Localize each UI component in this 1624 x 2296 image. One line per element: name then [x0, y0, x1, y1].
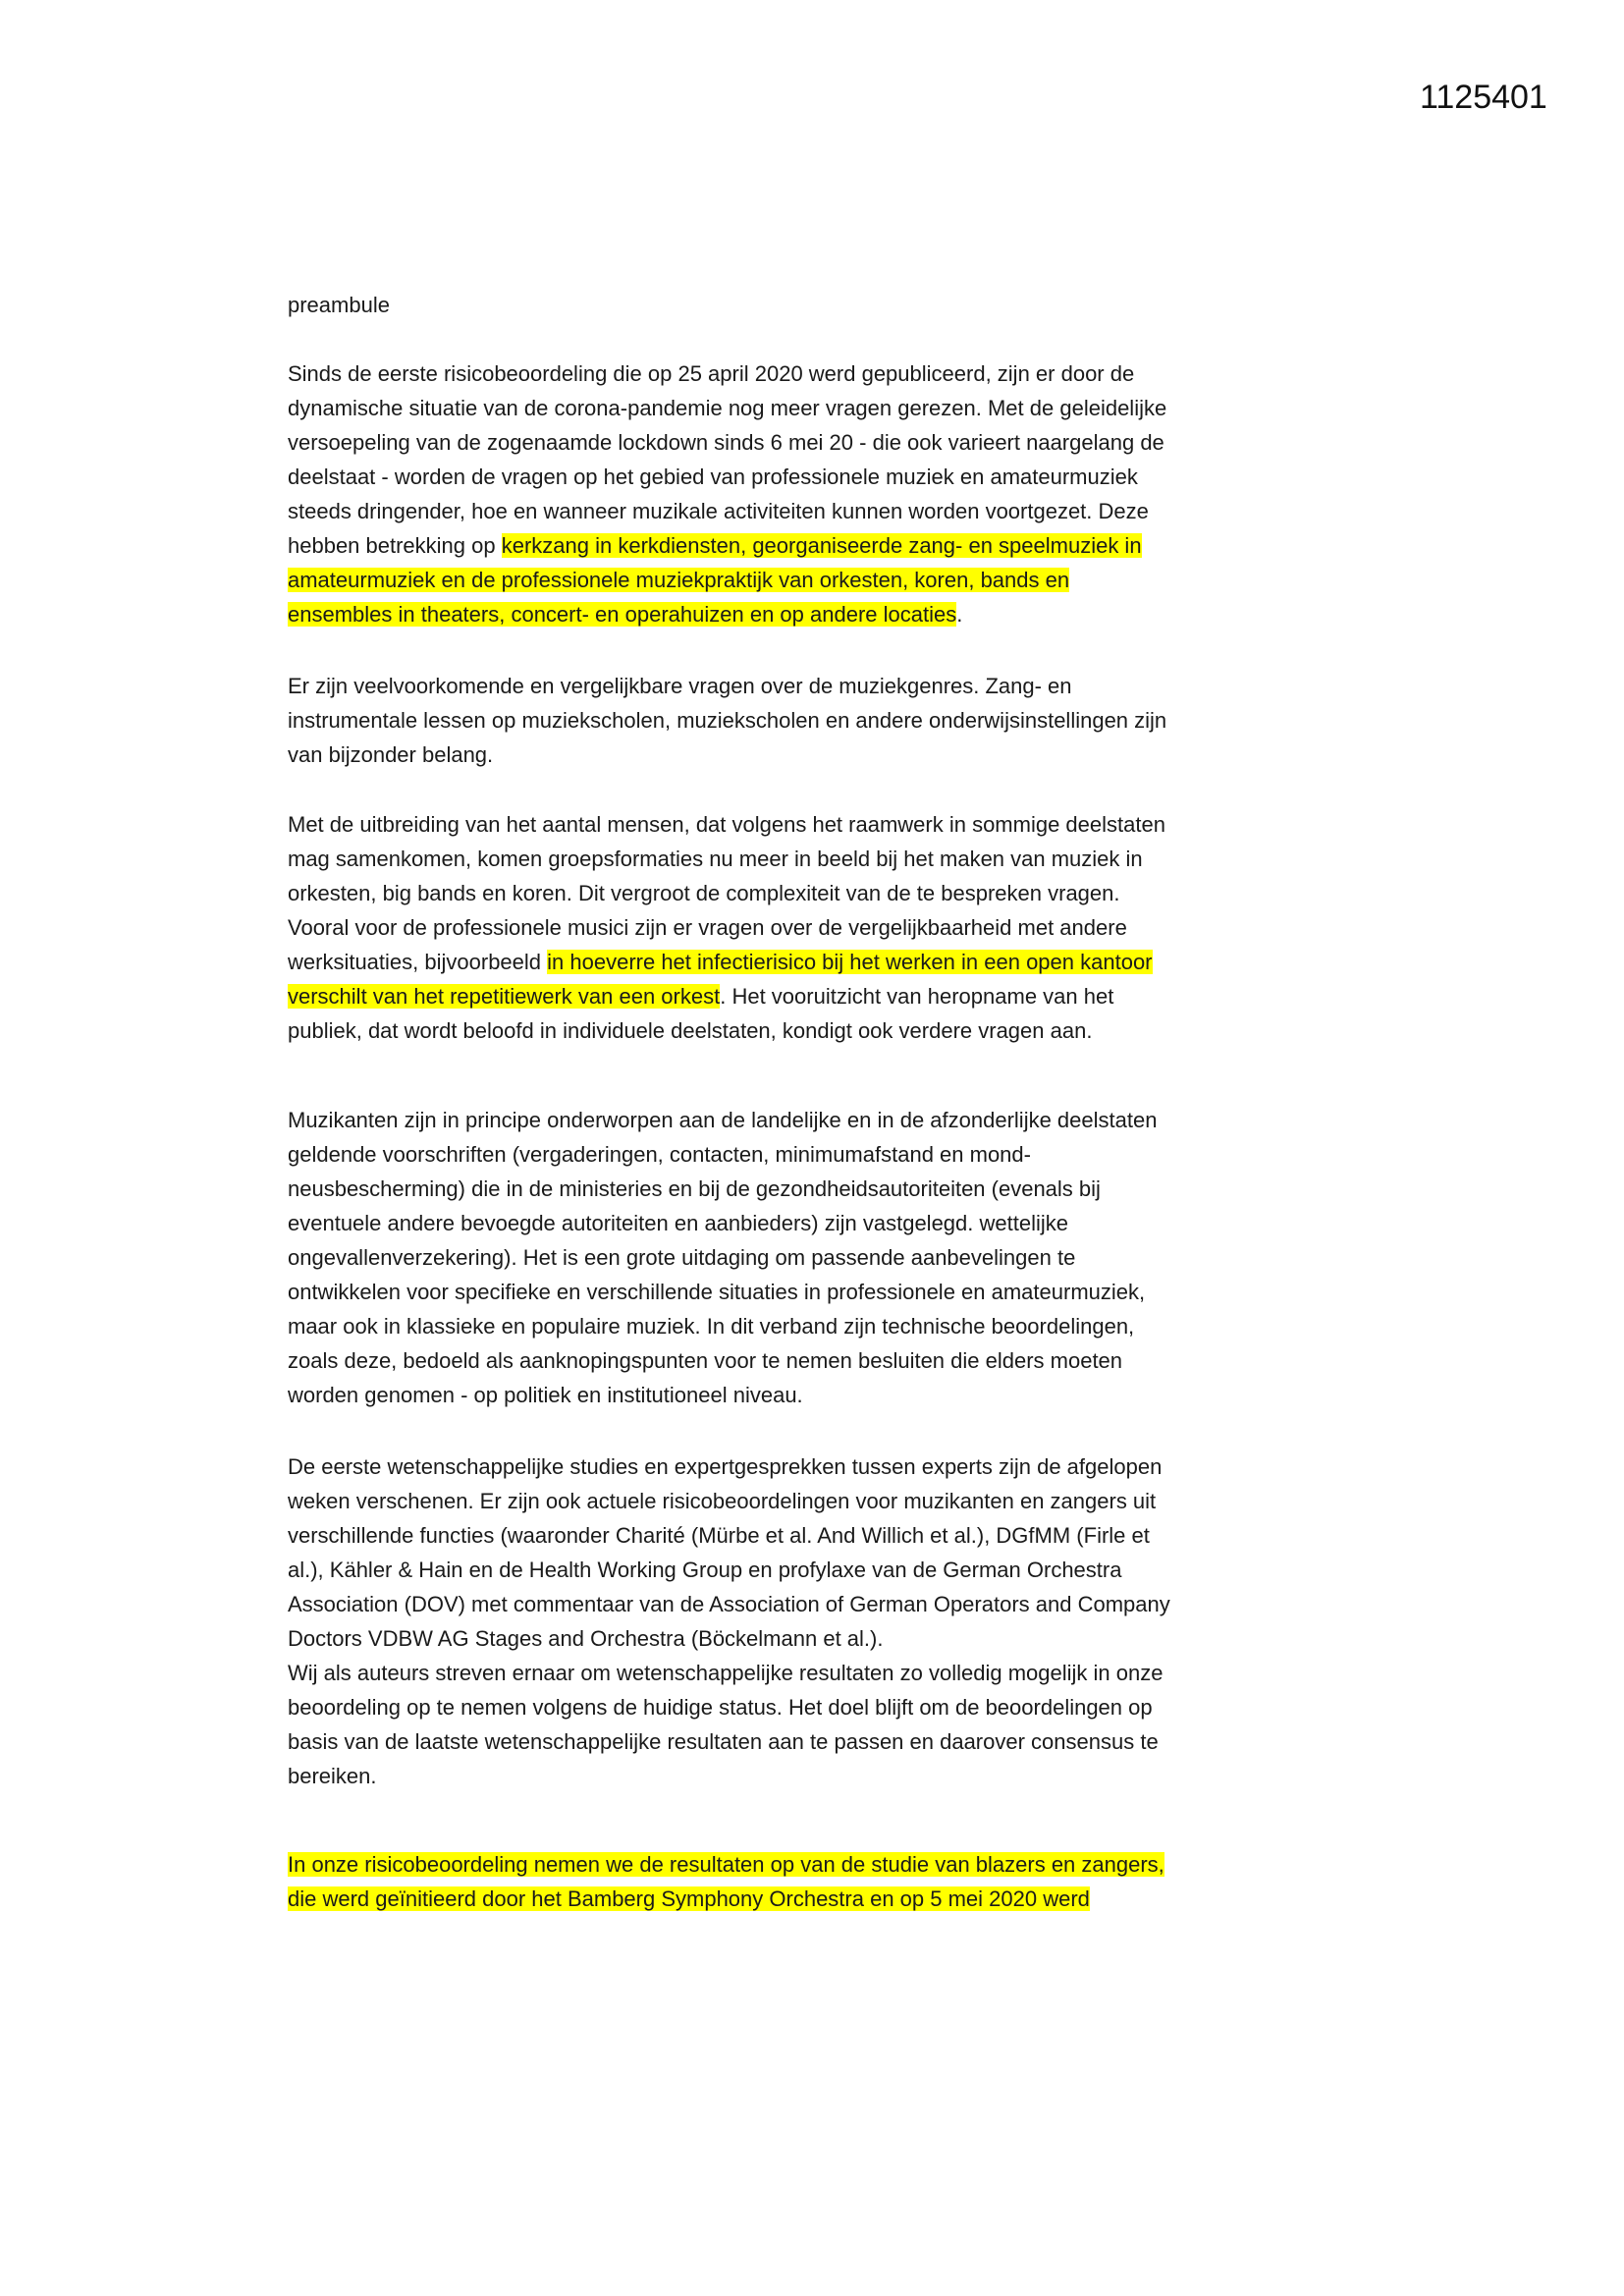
text-segment: orkesten, big bands en koren. Dit vergroot de complexiteit van de te bespreken vragen. [288, 881, 1120, 905]
text-line [288, 1343, 1157, 1378]
text-line [288, 460, 1166, 494]
text-line [288, 1847, 1164, 1882]
highlighted-text: in hoeverre het infectierisico bij het werken in een open kantoor [547, 950, 1153, 974]
text-segment: beoordeling op te nemen volgens de huidige status. Het doel blijft om de beoordelingen op [288, 1695, 1153, 1720]
text-line [288, 1103, 1157, 1137]
text-line [288, 876, 1165, 910]
text-line [288, 1518, 1170, 1553]
text-segment: worden genomen - op politiek en institutioneel niveau. [288, 1383, 803, 1407]
text-segment: geldende voorschriften (vergaderingen, contacten, minimumafstand en mond- [288, 1142, 1031, 1167]
text-segment: steeds dringender, hoe en wanneer muzikale activiteiten kunnen worden voortgezet. Deze [288, 499, 1149, 523]
text-line [288, 391, 1166, 425]
text-line [288, 1724, 1170, 1759]
text-line [288, 1587, 1170, 1621]
text-segment: De eerste wetenschappelijke studies en expertgesprekken tussen experts zijn de afgelopen [288, 1454, 1163, 1479]
text-line [288, 1656, 1170, 1690]
text-segment: hebben betrekking op [288, 533, 502, 558]
text-segment: bereiken. [288, 1764, 377, 1788]
text-segment: zoals deze, bedoeld als aanknopingspunten voor te nemen besluiten die elders moeten [288, 1348, 1123, 1373]
text-segment: Association (DOV) met commentaar van de Association of German Operators and Company [288, 1592, 1170, 1616]
text-line [288, 563, 1166, 597]
text-line [288, 738, 1166, 772]
text-line [288, 1309, 1157, 1343]
text-segment: basis van de laatste wetenschappelijke resultaten aan te passen en daarover consensus te [288, 1729, 1159, 1754]
text-segment: . [956, 602, 963, 627]
text-line [288, 1240, 1157, 1275]
document-number: 1125401 [1420, 79, 1547, 116]
highlighted-text: verschilt van het repetitiewerk van een orkest [288, 984, 721, 1009]
text-line [288, 1690, 1170, 1724]
paragraph-4 [288, 1103, 1157, 1412]
highlighted-text: die werd geïnitieerd door het Bamberg Symphony Orchestra en op 5 mei 2020 werd [288, 1886, 1090, 1911]
text-segment: Muzikanten zijn in principe onderworpen aan de landelijke en in de afzonderlijke deelstaten [288, 1108, 1158, 1132]
text-segment: versoepeling van de zogenaamde lockdown sinds 6 mei 20 - die ook varieert naargelang de [288, 430, 1164, 455]
text-line [288, 945, 1165, 979]
text-line [288, 910, 1165, 945]
paragraph-5 [288, 1449, 1170, 1793]
highlighted-text: kerkzang in kerkdiensten, georganiseerde zang- en speelmuziek in [501, 533, 1142, 558]
text-segment: al.), Kähler & Hain en de Health Working Group en profylaxe van de German Orchestra [288, 1558, 1122, 1582]
text-segment: Wij als auteurs streven ernaar om wetenschappelijke resultaten zo volledig mogelijk in onze [288, 1661, 1164, 1685]
paragraph-2 [288, 669, 1166, 772]
text-segment: ongevallenverzekering). Het is een grote uitdaging om passende aanbevelingen te [288, 1245, 1076, 1270]
text-segment: ontwikkelen voor specifieke en verschillende situaties in professionele en amateurmuziek, [288, 1280, 1146, 1304]
text-line [288, 669, 1166, 703]
text-line [288, 1449, 1170, 1484]
text-line [288, 979, 1165, 1013]
text-segment: van bijzonder belang. [288, 742, 494, 767]
text-segment: Sinds de eerste risicobeoordeling die op 25 april 2020 werd gepubliceerd, zijn er door de [288, 361, 1135, 386]
text-segment: werksituaties, bijvoorbeeld [288, 950, 548, 974]
text-line [288, 1553, 1170, 1587]
text-line [288, 425, 1166, 460]
text-line [288, 1013, 1165, 1048]
text-segment: Vooral voor de professionele musici zijn er vragen over de vergelijkbaarheid met andere [288, 915, 1127, 940]
text-line [288, 494, 1166, 528]
text-line [288, 1275, 1157, 1309]
paragraph-3 [288, 807, 1165, 1048]
text-segment: maar ook in klassieke en populaire muziek. In dit verband zijn technische beoordelingen, [288, 1314, 1135, 1339]
text-line [288, 1484, 1170, 1518]
text-line [288, 528, 1166, 563]
text-line [288, 807, 1165, 842]
text-line [288, 1759, 1170, 1793]
text-line [288, 1172, 1157, 1206]
text-segment: Doctors VDBW AG Stages and Orchestra (Böckelmann et al.). [288, 1626, 884, 1651]
text-segment: dynamische situatie van de corona-pandemie nog meer vragen gerezen. Met de geleidelijke [288, 396, 1167, 420]
text-segment: Met de uitbreiding van het aantal mensen, dat volgens het raamwerk in sommige deelstaten [288, 812, 1165, 837]
heading [288, 288, 390, 322]
heading-text: preambule [288, 293, 390, 317]
text-segment: eventuele andere bevoegde autoriteiten en aanbieders) zijn vastgelegd. wettelijke [288, 1211, 1068, 1235]
highlighted-text: amateurmuziek en de professionele muziekpraktijk van orkesten, koren, bands en [288, 568, 1070, 592]
highlighted-text: In onze risicobeoordeling nemen we de resultaten op van de studie van blazers en zangers, [288, 1852, 1164, 1877]
text-segment: publiek, dat wordt beloofd in individuele deelstaten, kondigt ook verdere vragen aan. [288, 1018, 1093, 1043]
highlighted-text: ensembles in theaters, concert- en operahuizen en op andere locaties [288, 602, 957, 627]
text-segment: verschillende functies (waaronder Charité (Mürbe et al. And Willich et al.), DGfMM (Firle et [288, 1523, 1150, 1548]
text-segment: instrumentale lessen op muziekscholen, muziekscholen en andere onderwijsinstellingen zijn [288, 708, 1167, 733]
text-line [288, 1137, 1157, 1172]
text-line [288, 1882, 1164, 1916]
text-segment: neusbescherming) die in de ministeries en bij de gezondheidsautoriteiten (evenals bij [288, 1176, 1101, 1201]
text-line [288, 1621, 1170, 1656]
text-segment: Er zijn veelvoorkomende en vergelijkbare vragen over de muziekgenres. Zang- en [288, 674, 1072, 698]
text-line [288, 597, 1166, 631]
paragraph-6 [288, 1847, 1164, 1916]
text-line [288, 1206, 1157, 1240]
paragraph-1 [288, 356, 1166, 631]
text-line [288, 1378, 1157, 1412]
text-segment: deelstaat - worden de vragen op het gebied van professionele muziek en amateurmuziek [288, 465, 1138, 489]
text-line [288, 703, 1166, 738]
text-segment: . Het vooruitzicht van heropname van het [720, 984, 1114, 1009]
text-segment: mag samenkomen, komen groepsformaties nu meer in beeld bij het maken van muziek in [288, 847, 1143, 871]
text-segment: weken verschenen. Er zijn ook actuele risicobeoordelingen voor muzikanten en zangers uit [288, 1489, 1157, 1513]
text-line [288, 356, 1166, 391]
text-line [288, 842, 1165, 876]
